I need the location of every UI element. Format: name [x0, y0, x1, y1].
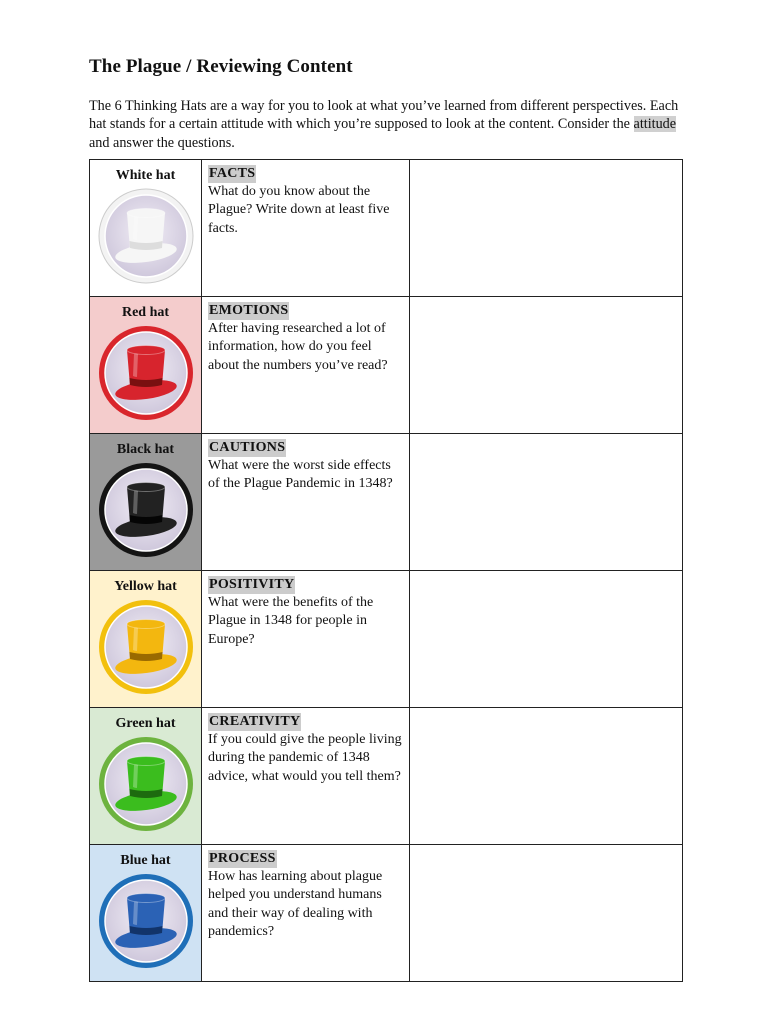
question-cell [202, 845, 410, 982]
attitude-label: POSITIVITY [208, 576, 295, 594]
hat-cell-black [90, 434, 202, 571]
answer-cell[interactable] [410, 160, 683, 297]
blue-hat-icon [96, 871, 196, 971]
yellow-hat-icon [96, 597, 196, 697]
question-text: After having researched a lot of information, how do you feel about the numbers you’ve read? [208, 321, 388, 373]
table-row [90, 434, 683, 571]
hat-cell-red [90, 297, 202, 434]
hat-cell-yellow [90, 571, 202, 708]
intro-text-start: The 6 Thinking Hats are a way for you to look at what you’ve learned from different perspectives. Each hat stands for a certain attitude with which you’re supposed to look at the content. Consider the [89, 98, 679, 133]
intro-text-end: and answer the questions. [89, 134, 235, 151]
table-row [90, 571, 683, 708]
hat-name: Blue hat [120, 853, 171, 868]
hat-name: Green hat [115, 716, 176, 731]
intro-paragraph [89, 97, 689, 152]
white-hat-icon [96, 186, 196, 286]
highlighted-word: attitude [633, 116, 677, 133]
answer-cell[interactable] [410, 845, 683, 982]
page-title: The Plague / Reviewing Content [89, 56, 353, 77]
question-cell [202, 160, 410, 297]
hat-cell-green [90, 708, 202, 845]
question-cell [202, 297, 410, 434]
red-hat-icon [96, 323, 196, 423]
attitude-label: EMOTIONS [208, 302, 289, 320]
hat-cell-blue [90, 845, 202, 982]
question-text: How has learning about plague helped you understand humans and their way of dealing with pandemics? [208, 869, 383, 939]
answer-cell[interactable] [410, 434, 683, 571]
answer-cell[interactable] [410, 708, 683, 845]
attitude-label: FACTS [208, 165, 256, 183]
question-cell [202, 708, 410, 845]
thinking-hats-table [89, 159, 683, 982]
table-row [90, 708, 683, 845]
table-row [90, 297, 683, 434]
question-cell [202, 434, 410, 571]
black-hat-icon [96, 460, 196, 560]
attitude-label: PROCESS [208, 850, 277, 868]
hat-cell-white [90, 160, 202, 297]
answer-cell[interactable] [410, 297, 683, 434]
question-cell [202, 571, 410, 708]
green-hat-icon [96, 734, 196, 834]
hat-name: Yellow hat [114, 579, 177, 594]
attitude-label: CREATIVITY [208, 713, 301, 731]
question-text: What were the benefits of the Plague in 1348 for people in Europe? [208, 595, 374, 647]
hat-rows [90, 160, 683, 982]
hat-name: Red hat [121, 305, 170, 320]
hat-name: Black hat [116, 442, 175, 457]
hat-name: White hat [115, 168, 176, 183]
question-text: What do you know about the Plague? Write down at least five facts. [208, 184, 390, 236]
question-text: If you could give the people living during the pandemic of 1348 advice, what would you tell them? [208, 732, 402, 784]
question-text: What were the worst side effects of the Plague Pandemic in 1348? [208, 458, 393, 492]
attitude-label: CAUTIONS [208, 439, 286, 457]
table-row [90, 845, 683, 982]
answer-cell[interactable] [410, 571, 683, 708]
table-row [90, 160, 683, 297]
